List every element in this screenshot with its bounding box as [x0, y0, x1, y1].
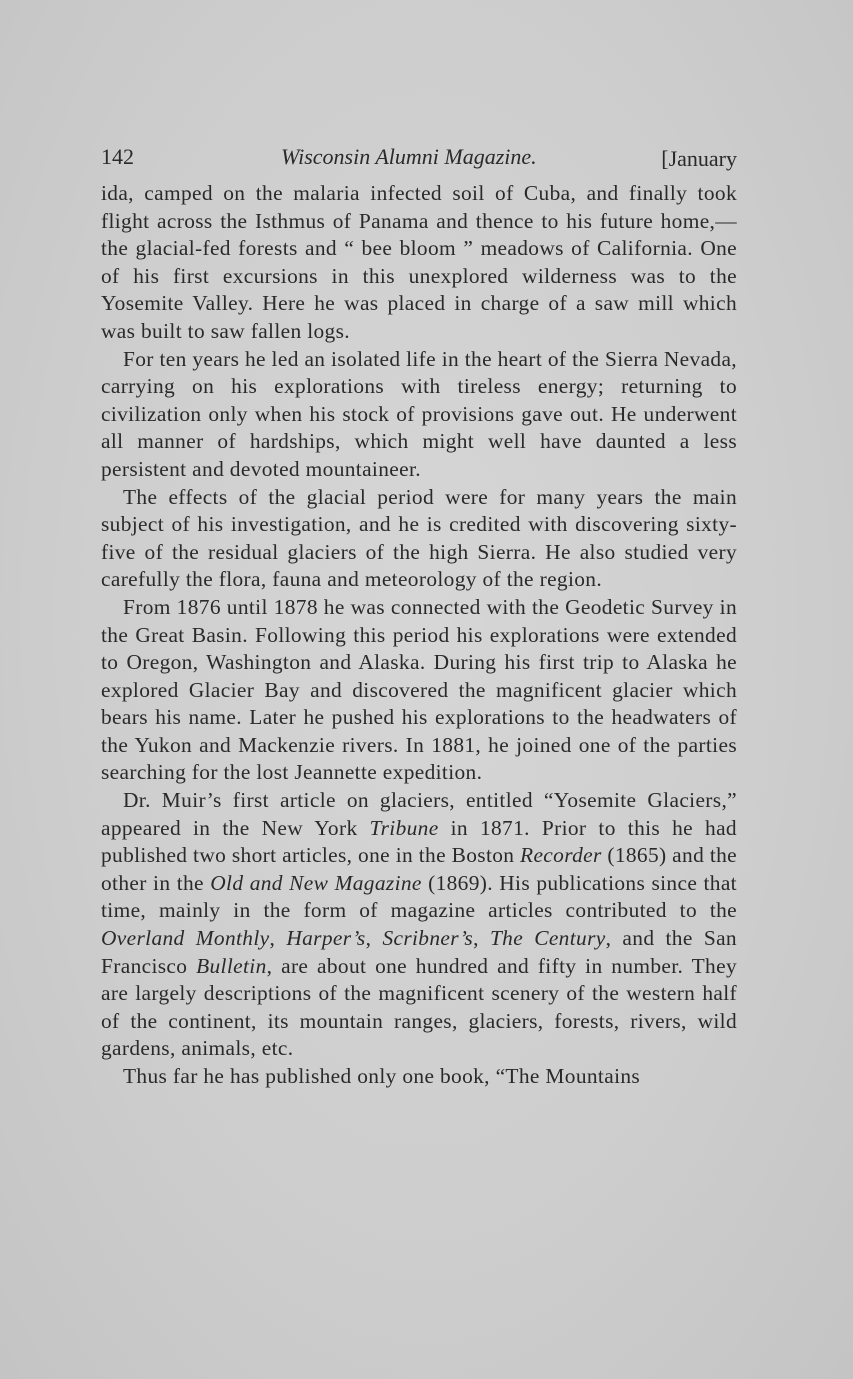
- paragraph-2: For ten years he led an isolated life in the heart of the Sierra Nevada, carrying on his explorations with tireless energy; returning to civilization only when his stock of provisions gave out. He underwent all manner of hardships, which might well have daunted a less persistent and devoted mountaineer.: [101, 346, 737, 481]
- text-run: , and the San Francisco: [101, 926, 737, 978]
- publication-title: Old and New Magazine: [210, 870, 422, 895]
- paragraph-6: Thus far he has published only one book, “The Mountains: [123, 1064, 641, 1088]
- article-body: [101, 180, 737, 1091]
- publication-title: Overland Monthly: [101, 926, 270, 951]
- running-header: [101, 142, 737, 176]
- publication-title: The Century: [489, 926, 606, 951]
- paragraph-4: From 1876 until 1878 he was connected with the Geodetic Survey in the Great Basin. Following this period his explorations were extended to Oregon, Washington and Alaska. During his first trip to Alaska he explored Glacier Bay and discovered the magnificent glacier which bears his name. Later he pushed his explorations to the headwaters of the Yukon and Mackenzie rivers. In 1881, he joined one of the parties searching for the lost Jeannette expedition.: [101, 594, 737, 785]
- paragraph-3: The effects of the glacial period were for many years the main subject of his investigation, and he is credited with discovering sixty-five of the residual glaciers of the high Sierra. He also studied very carefully the flora, fauna and meteorology of the region.: [101, 484, 737, 592]
- publication-title: Harper’s: [286, 926, 366, 951]
- text-run: in 1871. Prior to this he had published two short articles, one in the Boston: [101, 815, 737, 868]
- publication-title: Scribner’s: [382, 926, 474, 951]
- publication-title: Tribune: [369, 815, 439, 840]
- text-run: (1865) and the other in the: [101, 843, 738, 895]
- text-run: ,: [269, 926, 287, 951]
- issue-month: [January: [661, 146, 737, 171]
- paragraph-5: [101, 787, 737, 1063]
- page-number: 142: [101, 144, 134, 169]
- paragraph-1: ida, camped on the malaria infected soil of Cuba, and finally took flight across the Isthmus of Panama and thence to his future home,— the glacial-fed forests and “ bee bloom ” meadows of California. One of his first excursions in this unexplored wilderness was to the Yosemite Valley. Here he was placed in charge of a saw mill which was built to saw fallen logs.: [101, 181, 737, 343]
- magazine-title: Wisconsin Alumni Magazine.: [281, 144, 537, 169]
- text-run: Dr. Muir’s first article on glaciers, entitled “Yosemite Glaciers,” appeared in the New York: [101, 788, 737, 840]
- publication-title: Recorder: [520, 843, 602, 868]
- text-run: ,: [473, 926, 490, 951]
- text-run: ,: [365, 926, 383, 951]
- publication-title: Bulletin: [196, 953, 267, 978]
- text-run: , are about one hundred and fifty in number. They are largely descriptions of the magnificent scenery of the western half of the continent, its mountain ranges, glaciers, forests, rivers, wild gardens, animals, etc.: [101, 953, 737, 1061]
- text-run: (1869). His publications since that time, mainly in the form of magazine articles contributed to the: [101, 870, 737, 923]
